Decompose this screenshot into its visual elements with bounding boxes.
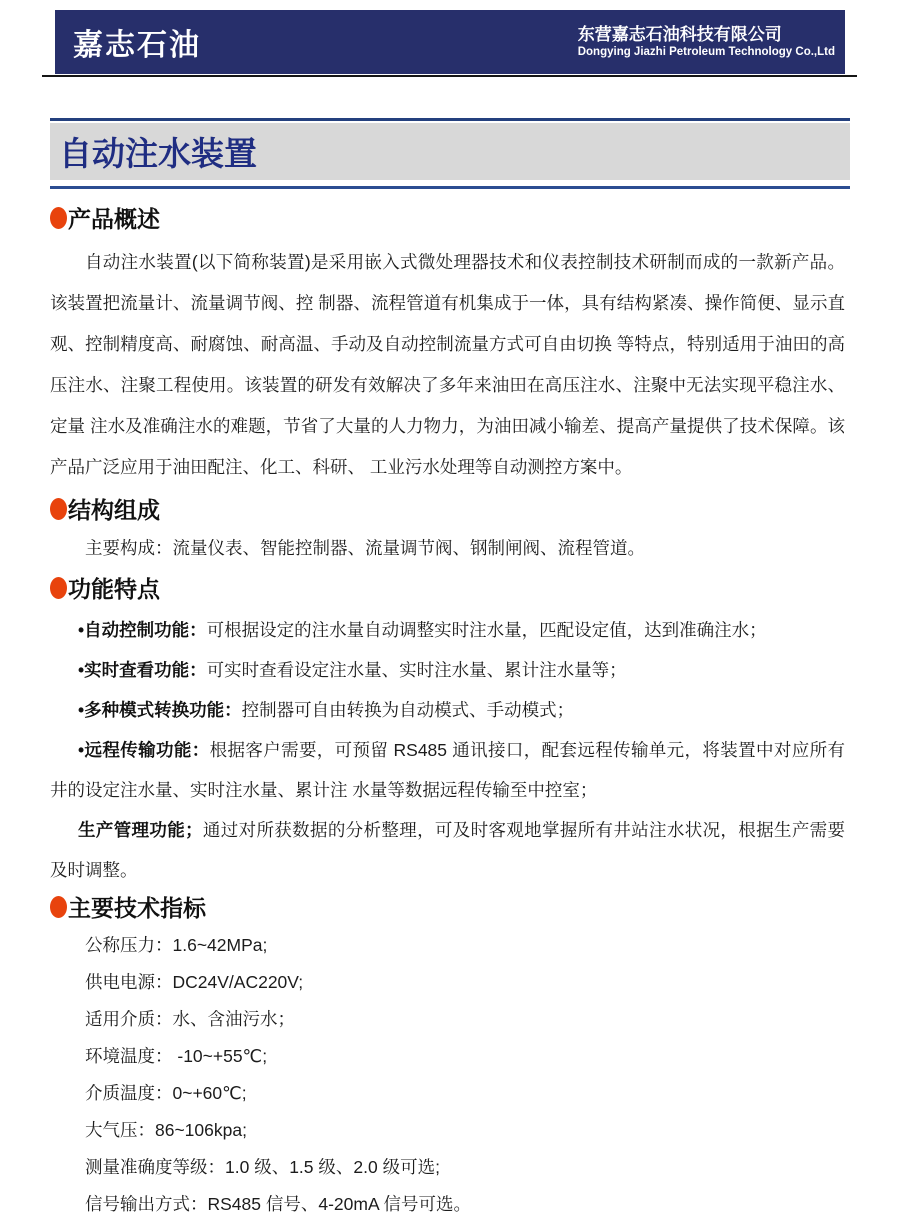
section-heading-specs (50, 890, 845, 923)
title-rule-bottom (50, 186, 850, 189)
orange-bullet-icon (50, 577, 67, 599)
company-name-block (578, 24, 835, 60)
feature-label: 多种模式转换功能： (84, 700, 242, 720)
feature-item (50, 650, 845, 690)
orange-bullet-icon (50, 498, 67, 520)
feature-item (50, 810, 845, 890)
spec-item: 信号输出方式：RS485 信号、4-20mA 信号可选。 (85, 1194, 472, 1214)
spec-item: 适用介质：水、含油污水； (85, 1009, 295, 1029)
feature-item (50, 610, 845, 650)
spec-item: 供电电源：DC24V/AC220V; (85, 972, 304, 992)
feature-label: 实时查看功能： (84, 660, 207, 680)
section-heading-features (50, 571, 845, 604)
feature-text: 根据客户需要，可预留 RS485 通讯接口，配套远程传输单元，将装置中对应所有井的设定注水量、实时注水量、累计注 水量等数据远程传输至中控室； (50, 740, 845, 800)
spec-item: 公称压力：1.6~42MPa; (85, 935, 268, 955)
spec-item: 介质温度：0~+60℃; (85, 1083, 247, 1103)
title-rule-top (50, 118, 850, 121)
spec-item: 环境温度： -10~+55℃; (85, 1046, 268, 1066)
company-name-en: Dongying Jiazhi Petroleum Technology Co.,Ltd (577, 46, 835, 59)
feature-label: 远程传输功能： (84, 740, 210, 760)
section-heading-label: 结构组成 (68, 497, 160, 523)
specs-list (50, 927, 845, 1223)
feature-label: 自动控制功能： (84, 620, 207, 640)
section-heading-overview (50, 201, 845, 234)
structure-body: 主要构成：流量仪表、智能控制器、流量调节阀、钢制闸阀、流程管道。 (85, 538, 645, 558)
feature-bullet: • (78, 620, 85, 640)
feature-text: 控制器可自由转换为自动模式、手动模式； (241, 700, 575, 720)
feature-label: 生产管理功能； (78, 820, 203, 840)
feature-text: 通过对所获数据的分析整理，可及时客观地掌握所有井站注水状况，根据生产需要及时调整。 (50, 820, 846, 880)
header-divider (42, 75, 857, 77)
overview-paragraph: 自动注水装置(以下简称装置)是采用嵌入式微处理器技术和仪表控制技术研制而成的一款新产品。该装置把流量计、流量调节阀、控 制器、流程管道有机集成于一体，具有结构紧凑、操作简便、显示直观、控制精度高、耐腐蚀、耐高温、手动及自动控制流量方式可自由切换 等特点，特别适用于油田的高压注水、注聚工程使用。该装置的研发有效解决了多年来油田在高压注水、注聚中无法实现平稳注水、定量 注水及准确注水的难题，节省了大量的人力物力，为油田减小输差、提高产量提供了技术保障。该产品广泛应用于油田配注、化工、科研、 工业污水处理等自动测控方案中。 (50, 252, 845, 477)
orange-bullet-icon (50, 207, 67, 229)
section-heading-label: 主要技术指标 (68, 895, 206, 921)
feature-bullet: • (78, 700, 85, 720)
feature-text: 可实时查看设定注水量、实时注水量、累计注水量等； (206, 660, 627, 680)
feature-item (50, 730, 845, 810)
section-heading-label: 功能特点 (68, 576, 160, 602)
company-name-cn: 东营嘉志石油科技有限公司 (577, 25, 782, 45)
feature-item (50, 690, 845, 730)
header-bar (55, 10, 845, 74)
feature-bullet: • (78, 740, 85, 760)
document-body (50, 201, 845, 1223)
features-list (50, 610, 845, 890)
logo-text: 嘉志石油 (73, 29, 201, 62)
section-heading-label: 产品概述 (68, 206, 160, 232)
title-gray-band (50, 123, 850, 180)
spec-item: 大气压：86~106kpa; (85, 1120, 247, 1140)
orange-bullet-icon (50, 896, 67, 918)
spec-item: 测量准确度等级：1.0 级、1.5 级、2.0 级可选; (85, 1157, 440, 1177)
product-title-bar (50, 118, 850, 189)
feature-bullet: • (78, 660, 85, 680)
feature-text: 可根据设定的注水量自动调整实时注水量，匹配设定值，达到准确注水； (206, 620, 767, 640)
page-title: 自动注水装置 (59, 135, 257, 172)
section-heading-structure (50, 492, 845, 525)
